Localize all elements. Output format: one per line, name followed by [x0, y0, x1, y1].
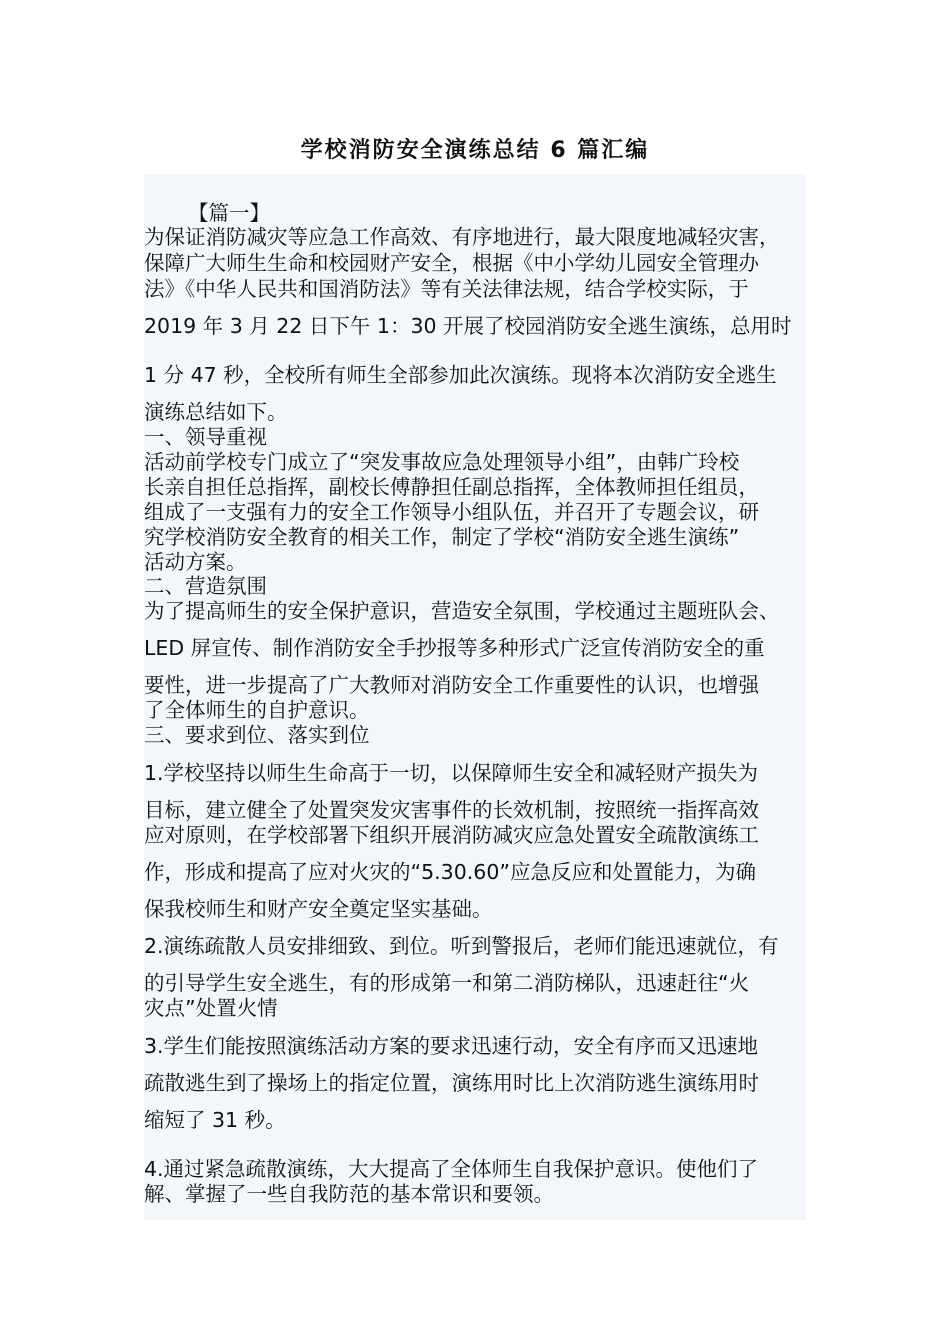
section-heading: 一、领导重视 [144, 425, 267, 449]
section-heading-part-one: 【篇一】 [188, 201, 270, 225]
paragraph-line: 长亲自担任总指挥，副校长傅静担任副总指挥，全体教师担任组员， [144, 475, 759, 499]
paragraph-line: 的引导学生安全逃生，有的形成第一和第二消防梯队，迅速赶往“火 [144, 971, 750, 995]
paragraph-line: 演练总结如下。 [144, 400, 288, 424]
paragraph-line: 为了提高师生的安全保护意识，营造安全氛围，学校通过主题班队会、 [144, 599, 780, 623]
paragraph-line: 为保证消防减灾等应急工作高效、有序地进行，最大限度地减轻灾害， [144, 225, 780, 249]
section-heading: 二、营造氛围 [144, 574, 267, 598]
paragraph-line: 活动前学校专门成立了“突发事故应急处理领导小组”，由韩广玲校 [144, 450, 740, 474]
paragraph-line: 缩短了 31 秒。 [144, 1108, 286, 1132]
paragraph-line: 法》《中华人民共和国消防法》等有关法律法规，结合学校实际，于 [144, 277, 749, 301]
paragraph-line: 保我校师生和财产安全奠定坚实基础。 [144, 897, 493, 921]
section-heading: 三、要求到位、落实到位 [144, 723, 370, 747]
paragraph-line: LED 屏宣传、制作消防安全手抄报等多种形式广泛宣传消防安全的重 [144, 636, 765, 660]
paragraph-line: 要性，进一步提高了广大教师对消防安全工作重要性的认识，也增强 [144, 673, 759, 697]
paragraph-line: 4.通过紧急疏散演练，大大提高了全体师生自我保护意识。使他们了 [144, 1157, 759, 1181]
paragraph-line: 灾点”处置火情 [144, 996, 278, 1020]
paragraph-line: 2.演练疏散人员安排细致、到位。听到警报后，老师们能迅速就位，有 [144, 934, 779, 958]
paragraph-line: 解、掌握了一些自我防范的基本常识和要领。 [144, 1182, 554, 1206]
paragraph-line: 了全体师生的自护意识。 [144, 698, 370, 722]
paragraph-line: 目标，建立健全了处置突发灾害事件的长效机制，按照统一指挥高效 [144, 798, 759, 822]
paragraph-line: 1 分 47 秒，全校所有师生全部参加此次演练。现将本次消防安全逃生 [144, 363, 777, 387]
document-title: 学校消防安全演练总结 6 篇汇编 [300, 138, 650, 163]
paragraph-line: 组成了一支强有力的安全工作领导小组队伍，并召开了专题会议，研 [144, 500, 759, 524]
paragraph-line: 疏散逃生到了操场上的指定位置，演练用时比上次消防逃生演练用时 [144, 1071, 759, 1095]
document-body [144, 174, 806, 1220]
paragraph-line: 2019 年 3 月 22 日下午 1：30 开展了校园消防安全逃生演练，总用时 [144, 314, 792, 338]
paragraph-line: 作，形成和提高了应对火灾的“5.30.60”应急反应和处置能力，为确 [144, 860, 756, 884]
paragraph-line: 1.学校坚持以师生生命高于一切，以保障师生安全和减轻财产损失为 [144, 761, 759, 785]
paragraph-line: 3.学生们能按照演练活动方案的要求迅速行动，安全有序而又迅速地 [144, 1034, 759, 1058]
paragraph-line: 应对原则，在学校部署下组织开展消防减灾应急处置安全疏散演练工 [144, 823, 759, 847]
paragraph-line: 究学校消防安全教育的相关工作，制定了学校“消防安全逃生演练” [144, 525, 740, 549]
paragraph-line: 保障广大师生生命和校园财产安全，根据《中小学幼儿园安全管理办 [144, 251, 759, 275]
paragraph-line: 活动方案。 [144, 550, 247, 574]
